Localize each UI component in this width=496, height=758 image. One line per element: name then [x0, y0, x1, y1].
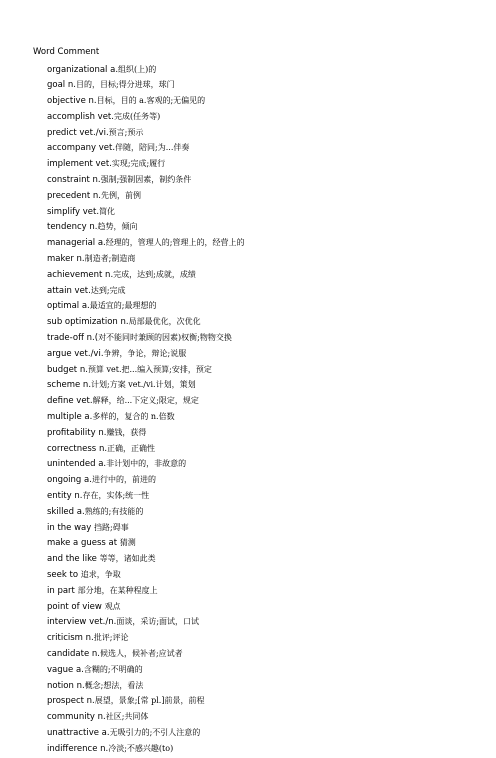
entry-definition: 简化 — [99, 206, 116, 216]
entry-term: in the way — [47, 522, 94, 533]
vocabulary-entry — [47, 678, 244, 694]
vocabulary-entry — [47, 267, 244, 283]
vocabulary-entry — [47, 614, 244, 630]
entry-term: point of view — [47, 601, 105, 612]
entry-term: indifference n. — [47, 743, 109, 754]
entry-definition: 候选人，候补者;应试者 — [99, 648, 183, 658]
entry-definition: 完成(任务等) — [113, 111, 161, 121]
vocabulary-entry — [47, 472, 244, 488]
entry-term: unattractive a. — [47, 727, 110, 738]
vocabulary-entry — [47, 235, 244, 251]
vocabulary-entry — [47, 693, 244, 709]
entry-definition: 进行中的，前进的 — [91, 475, 156, 485]
vocabulary-entry — [47, 204, 244, 220]
entry-term: vague a. — [47, 664, 84, 675]
vocabulary-entry — [47, 62, 244, 78]
entry-term: objective n. — [47, 96, 97, 107]
entry-definition: 批评;评论 — [93, 633, 129, 643]
vocabulary-entry — [47, 283, 244, 299]
entry-term: budget n. — [47, 364, 88, 375]
entry-definition: 强制;强制因素，制约条件 — [100, 175, 192, 185]
vocabulary-entry — [47, 188, 244, 204]
entry-term: make a guess at — [47, 538, 120, 549]
vocabulary-entry — [47, 441, 244, 457]
entry-term: entity n. — [47, 491, 83, 502]
entry-definition: 挡路;碍事 — [94, 522, 129, 532]
entry-definition: 赚钱，获得 — [106, 427, 147, 437]
entry-definition: 目标，目的 a.客观的;无偏见的 — [96, 96, 206, 106]
vocabulary-entry — [47, 409, 244, 425]
entry-definition: 计划;方案 vet./vi.计划，策划 — [91, 380, 196, 390]
vocabulary-entry — [47, 172, 244, 188]
entry-definition: 正确，正确性 — [107, 443, 156, 453]
entry-term: attain vet. — [47, 285, 91, 296]
entry-definition: 面谈，采访;面试，口试 — [116, 617, 200, 627]
vocabulary-entry — [47, 362, 244, 378]
entry-definition: 部分地，在某种程度上 — [77, 585, 158, 595]
entry-term: define vet. — [47, 396, 93, 407]
entry-definition: 先例，前例 — [100, 190, 141, 200]
entry-definition: 目的，目标;得分进球，球门 — [75, 80, 175, 90]
entry-term: skilled a. — [47, 506, 85, 517]
entry-definition: 非计划中的，非故意的 — [106, 459, 187, 469]
entry-term: and the like — [47, 554, 100, 565]
entry-definition: 冷淡;不感兴趣(to) — [108, 743, 174, 753]
entry-term: profitability n. — [47, 427, 107, 438]
entry-term: interview vet./n. — [47, 617, 117, 628]
entry-definition: 无吸引力的;不引人注意的 — [109, 727, 201, 737]
vocabulary-entry — [47, 330, 244, 346]
vocabulary-entry — [47, 125, 244, 141]
entry-definition: 争辨，争论，辩论;说服 — [103, 348, 187, 358]
entry-definition: 追求，争取 — [80, 570, 121, 579]
vocabulary-entry — [47, 504, 244, 520]
entry-definition: 组织(上)的 — [118, 64, 157, 74]
entry-definition: 展望，景象;[常 pl.]前景，前程 — [94, 696, 205, 706]
vocabulary-list — [47, 62, 244, 757]
entry-term: prospect n. — [47, 696, 95, 707]
document-header: Word Comment — [33, 47, 100, 57]
entry-term: ongoing a. — [47, 475, 92, 486]
vocabulary-entry — [47, 662, 244, 678]
vocabulary-entry — [47, 219, 244, 235]
vocabulary-entry — [47, 346, 244, 362]
vocabulary-entry — [47, 488, 244, 504]
entry-definition: 熟练的;有技能的 — [84, 506, 144, 516]
entry-term: community n. — [47, 712, 106, 723]
vocabulary-entry — [47, 535, 244, 551]
vocabulary-entry — [47, 741, 244, 757]
entry-term: predict vet./vi. — [47, 127, 109, 138]
entry-definition: 解释，给...下定义;限定，规定 — [92, 396, 199, 406]
entry-term: trade-off n.( — [47, 333, 99, 344]
vocabulary-entry — [47, 77, 244, 93]
entry-term: simplify vet. — [47, 206, 100, 217]
entry-definition: 存在，实体;统一性 — [82, 491, 150, 501]
vocabulary-entry — [47, 377, 244, 393]
vocabulary-entry — [47, 599, 244, 615]
vocabulary-entry — [47, 140, 244, 156]
entry-definition: 对不能同时兼顾的因素)权衡;物物交换 — [98, 333, 232, 343]
entry-definition: 达到;完成 — [90, 285, 126, 295]
entry-term: optimal a. — [47, 301, 90, 312]
entry-term: argue vet./vi. — [47, 348, 104, 359]
vocabulary-entry — [47, 109, 244, 125]
entry-definition: 最适宜的;最理想的 — [89, 301, 157, 311]
vocabulary-entry — [47, 520, 244, 536]
entry-term: seek to — [47, 570, 81, 580]
vocabulary-entry — [47, 93, 244, 109]
entry-definition: 观点 — [104, 601, 121, 611]
vocabulary-entry — [47, 551, 244, 567]
entry-definition: 趋势，倾向 — [97, 222, 138, 232]
entry-term: scheme n. — [47, 380, 92, 391]
entry-definition: 社区;共同体 — [105, 712, 149, 722]
entry-definition: 制造者;制造商 — [84, 254, 136, 264]
entry-definition: 猜测 — [119, 538, 136, 548]
vocabulary-entry — [47, 393, 244, 409]
entry-term: in part — [47, 585, 78, 596]
entry-term: unintended a. — [47, 459, 107, 470]
entry-term: maker n. — [47, 254, 85, 265]
vocabulary-entry — [47, 251, 244, 267]
entry-term: precedent n. — [47, 190, 101, 201]
entry-term: sub optimization n. — [47, 317, 129, 328]
entry-definition: 预算 vet.把...编入预算;安排，预定 — [87, 364, 212, 374]
entry-term: implement vet. — [47, 159, 112, 170]
vocabulary-entry — [47, 646, 244, 662]
vocabulary-entry — [47, 456, 244, 472]
entry-term: correctness n. — [47, 443, 108, 454]
entry-term: constraint n. — [47, 175, 101, 186]
entry-definition: 局部最优化，次优化 — [128, 317, 201, 327]
entry-term: notion n. — [47, 680, 85, 691]
entry-term: multiple a. — [47, 412, 93, 423]
vocabulary-entry — [47, 567, 244, 583]
entry-term: accomplish vet. — [47, 111, 114, 122]
entry-term: achievement n. — [47, 269, 114, 280]
vocabulary-entry — [47, 156, 244, 172]
vocabulary-entry — [47, 725, 244, 741]
entry-definition: 多样的，复合的 n.倍数 — [92, 412, 175, 422]
entry-term: criticism n. — [47, 633, 94, 644]
entry-definition: 含糊的;不明确的 — [83, 664, 143, 674]
entry-definition: 等等，诸如此类 — [99, 554, 156, 564]
entry-term: managerial a. — [47, 238, 106, 249]
entry-definition: 完成，达到;成就，成绩 — [113, 269, 196, 279]
entry-definition: 经理的，管理人的;管理上的，经营上的 — [105, 238, 245, 248]
entry-definition: 预言;预示 — [108, 127, 144, 137]
vocabulary-entry — [47, 298, 244, 314]
vocabulary-entry — [47, 709, 244, 725]
entry-term: candidate n. — [47, 648, 100, 659]
entry-term: tendency n. — [47, 222, 98, 233]
entry-term: organizational a. — [47, 64, 119, 75]
entry-term: goal n. — [47, 80, 76, 91]
vocabulary-entry — [47, 425, 244, 441]
vocabulary-entry — [47, 630, 244, 646]
vocabulary-entry — [47, 583, 244, 599]
entry-definition: 实现;完成;履行 — [111, 159, 166, 169]
vocabulary-entry — [47, 314, 244, 330]
entry-definition: 伴随，陪同;为...伴奏 — [115, 143, 190, 153]
entry-definition: 概念;想法，看法 — [84, 680, 144, 690]
entry-term: accompany vet. — [47, 143, 116, 154]
